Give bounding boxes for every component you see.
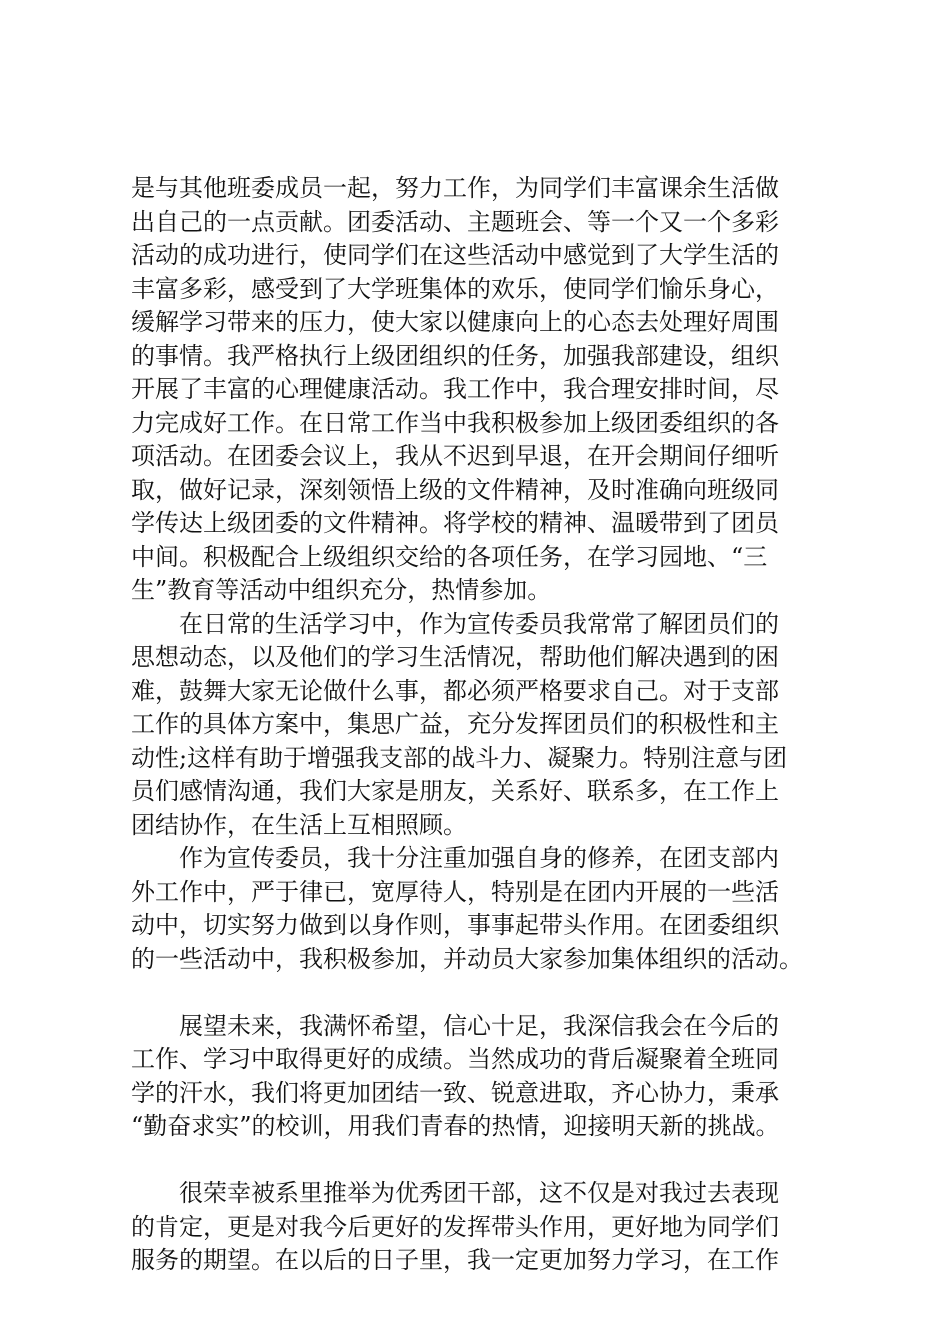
text-line: “勤奋求实”的校训，用我们青春的热情，迎接明天新的挑战。 xyxy=(131,1112,780,1140)
text-line: 学传达上级团委的文件精神。将学校的精神、温暖带到了团员 xyxy=(131,509,779,537)
text-line: 生”教育等活动中组织充分，热情参加。 xyxy=(131,576,552,604)
text-line: 工作的具体方案中，集思广益，充分发挥团员们的积极性和主 xyxy=(131,710,779,738)
text-line: 的肯定，更是对我今后更好的发挥带头作用，更好地为同学们 xyxy=(131,1212,779,1241)
text-line: 工作、学习中取得更好的成绩。当然成功的背后凝聚着全班同 xyxy=(131,1045,779,1073)
text-line: 开展了丰富的心理健康活动。我工作中，我合理安排时间，尽 xyxy=(131,375,779,403)
text-line: 中间。积极配合上级组织交给的各项任务，在学习园地、“三 xyxy=(131,542,768,571)
text-line: 缓解学习带来的压力，使大家以健康向上的心态去处理好周围 xyxy=(131,308,779,336)
paragraph-1 xyxy=(131,172,851,608)
text-line: 员们感情沟通，我们大家是朋友，关系好、联系多，在工作上 xyxy=(131,777,779,805)
paragraph-5 xyxy=(131,1177,851,1278)
paragraph-spacer xyxy=(131,1144,851,1178)
text-line: 力完成好工作。在日常工作当中我积极参加上级团委组织的各 xyxy=(131,408,779,437)
text-line: 的一些活动中，我积极参加，并动员大家参加集体组织的活动。 xyxy=(131,944,803,973)
text-line: 活动的成功进行，使同学们在这些活动中感觉到了大学生活的 xyxy=(131,241,779,269)
paragraph-4 xyxy=(131,1010,851,1144)
text-line: 项活动。在团委会议上，我从不迟到早退，在开会期间仔细听 xyxy=(131,442,779,470)
text-line: 服务的期望。在以后的日子里，我一定更加努力学习，在工作 xyxy=(131,1246,779,1274)
text-line: 是与其他班委成员一起，努力工作，为同学们丰富课余生活做 xyxy=(131,174,779,202)
text-line: 动性;这样有助于增强我支部的战斗力、凝聚力。特别注意与团 xyxy=(131,743,788,772)
paragraph-spacer xyxy=(131,976,851,1010)
text-line: 学的汗水，我们将更加团结一致、锐意进取，齐心协力，秉承 xyxy=(131,1078,779,1107)
text-line: 丰富多彩，感受到了大学班集体的欢乐，使同学们愉乐身心， xyxy=(131,274,779,303)
document-body xyxy=(131,172,851,1278)
text-line: 动中，切实努力做到以身作则，事事起带头作用。在团委组织 xyxy=(131,911,779,939)
paragraph-2 xyxy=(131,608,851,843)
text-line: 团结协作，在生活上互相照顾。 xyxy=(131,810,467,839)
text-line: 很荣幸被系里推举为优秀团干部，这不仅是对我过去表现 xyxy=(131,1179,779,1207)
text-line: 思想动态，以及他们的学习生活情况，帮助他们解决遇到的困 xyxy=(131,643,779,671)
text-line: 难，鼓舞大家无论做什么事，都必须严格要求自己。对于支部 xyxy=(131,676,779,705)
text-line: 展望未来，我满怀希望，信心十足，我深信我会在今后的 xyxy=(131,1011,779,1040)
text-line: 的事情。我严格执行上级团组织的任务，加强我部建设，组织 xyxy=(131,341,779,370)
paragraph-3 xyxy=(131,842,851,976)
text-line: 出自己的一点贡献。团委活动、主题班会、等一个又一个多彩 xyxy=(131,207,779,236)
text-line: 外工作中，严于律已，宽厚待人，特别是在团内开展的一些活 xyxy=(131,877,779,906)
text-line: 取，做好记录，深刻领悟上级的文件精神，及时准确向班级同 xyxy=(131,475,779,504)
text-line: 作为宣传委员，我十分注重加强自身的修养，在团支部内 xyxy=(131,844,779,872)
text-line: 在日常的生活学习中，作为宣传委员我常常了解团员们的 xyxy=(131,609,779,638)
